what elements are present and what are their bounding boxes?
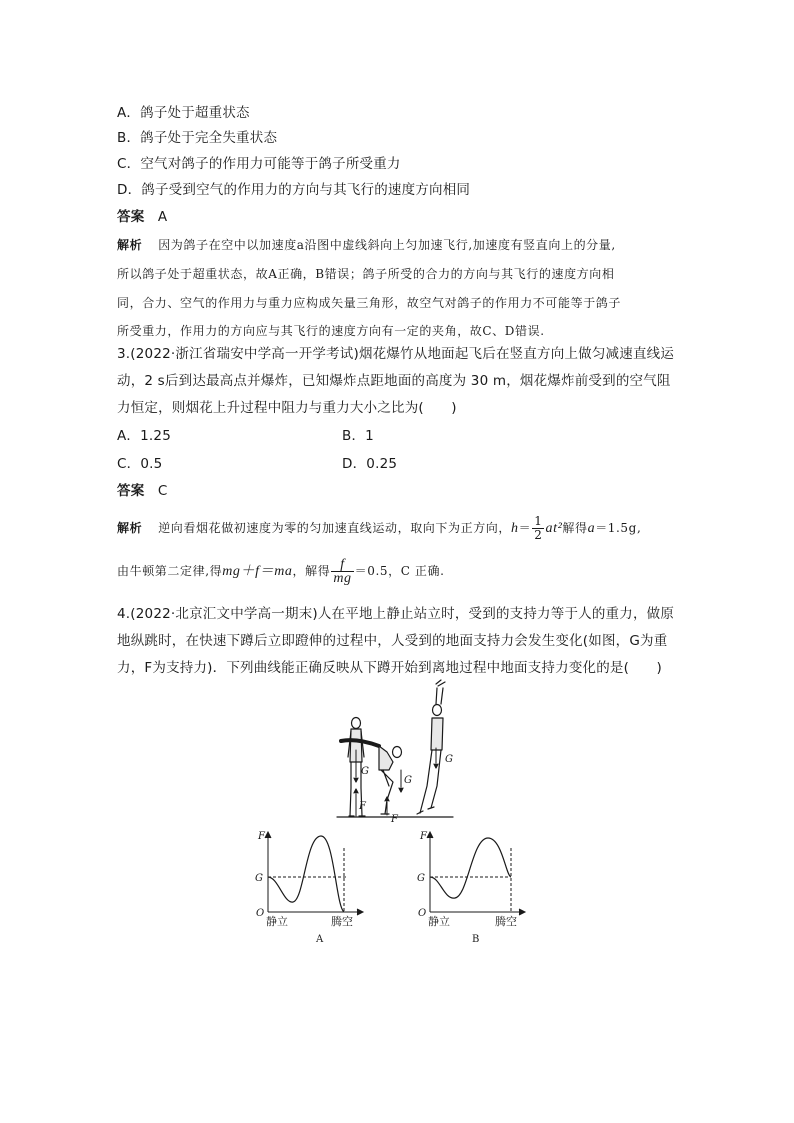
explanation-result: ＝0.5，C 正确. bbox=[354, 564, 445, 578]
figure-g-label-2: G bbox=[404, 775, 412, 786]
answer-label: 答案 bbox=[117, 209, 145, 225]
q2-explanation-line-3: 同，合力、空气的作用力与重力应构成矢量三角形，故空气对鸽子的作用力不可能等于鸽子 bbox=[117, 296, 622, 310]
math-equals: ＝ bbox=[518, 521, 532, 535]
q2-option-b: B．鸽子处于完全失重状态 bbox=[117, 130, 278, 146]
math-h: h bbox=[511, 521, 519, 536]
q3-option-b: B．1 bbox=[342, 428, 374, 444]
explanation-label: 解析 bbox=[117, 238, 143, 252]
explanation-label: 解析 bbox=[117, 521, 143, 535]
q2-explanation-line-2: 所以鸽子处于超重状态，故A正确，B错误；鸽子所受的合力的方向与其飞行的速度方向相 bbox=[117, 267, 615, 281]
explanation-text-mid: 解得 bbox=[562, 521, 588, 535]
q3-option-a: A．1.25 bbox=[117, 428, 171, 444]
jump-sequence-figure bbox=[335, 678, 465, 823]
g-level-label: G bbox=[255, 873, 263, 884]
q3-stem-line-3: 力恒定，则烟花上升过程中阻力与重力大小之比为( ) bbox=[117, 400, 457, 416]
x-start-label: 静立 bbox=[266, 915, 288, 928]
fraction-f-over-mg bbox=[331, 558, 353, 585]
g-level-label: G bbox=[417, 873, 425, 884]
graph-b bbox=[410, 828, 530, 948]
fraction-denominator: mg bbox=[333, 571, 352, 586]
force-curve bbox=[268, 836, 344, 912]
fraction-half bbox=[532, 515, 544, 542]
q2-explanation-line-4: 所受重力，作用力的方向应与其飞行的速度方向有一定的夹角，故C、D错误. bbox=[117, 324, 545, 338]
graph-caption: B bbox=[472, 934, 480, 945]
answer-label: 答案 bbox=[117, 483, 145, 499]
explanation-text: 由牛顿第二定律,得 bbox=[117, 564, 223, 578]
q4-stem-line-1: 4.(2022·北京汇文中学高一期末)人在平地上静止站立时，受到的支持力等于人的重力，做原 bbox=[117, 606, 675, 622]
force-curve bbox=[430, 838, 511, 898]
q4-stem-line-2: 地纵跳时，在快速下蹲后立即蹬伸的过程中，人受到的地面支持力会发生变化(如图，G为重 bbox=[117, 633, 668, 649]
fraction-numerator: 1 bbox=[534, 514, 543, 528]
origin-label: O bbox=[256, 908, 265, 919]
explanation-text: 因为鸽子在空中以加速度a沿图中虚线斜向上匀加速飞行,加速度有竖直向上的分量, bbox=[158, 238, 616, 252]
explanation-text: 逆向看烟花做初速度为零的匀加速直线运动，取向下为正方向， bbox=[158, 521, 512, 535]
q3-stem-line-2: 动，2 s后到达最高点并爆炸，已知爆炸点距地面的高度为 30 m，烟花爆炸前受到的空气阻 bbox=[117, 373, 671, 389]
q2-option-d: D．鸽子受到空气的作用力的方向与其飞行的速度方向相同 bbox=[117, 182, 471, 198]
x-start-label: 静立 bbox=[428, 915, 450, 928]
fraction-denominator: 2 bbox=[534, 528, 543, 542]
q2-option-c: C．空气对鸽子的作用力可能等于鸽子所受重力 bbox=[117, 156, 401, 172]
q2-option-a: A．鸽子处于超重状态 bbox=[117, 105, 250, 121]
y-axis-label: F bbox=[258, 831, 265, 842]
figure-g-label-3: G bbox=[445, 754, 453, 765]
q2-explanation-line-1 bbox=[117, 236, 616, 254]
explanation-result: ＝1.5g, bbox=[595, 521, 642, 535]
q2-answer bbox=[117, 208, 167, 226]
math-newton-equation: mg＋f＝ma bbox=[222, 564, 293, 579]
jumping-person-icon bbox=[417, 680, 445, 814]
q3-option-c: C．0.5 bbox=[117, 456, 163, 472]
q3-explanation-line-1 bbox=[117, 513, 641, 544]
answer-value: A bbox=[157, 209, 168, 225]
fraction-numerator: f bbox=[331, 558, 353, 572]
math-a: a bbox=[587, 521, 596, 536]
y-axis-label: F bbox=[420, 831, 427, 842]
q4-stem-line-3: 力，F为支持力)．下列曲线能正确反映从下蹲开始到离地过程中地面支持力变化的是( ) bbox=[117, 660, 662, 676]
explanation-text-mid: ，解得 bbox=[292, 564, 331, 578]
figure-g-label-1: G bbox=[361, 766, 369, 777]
x-end-label: 腾空 bbox=[495, 915, 517, 928]
q3-answer bbox=[117, 482, 168, 500]
q3-option-d: D．0.25 bbox=[342, 456, 398, 472]
figure-f-label-2: F bbox=[391, 814, 398, 823]
graph-caption: A bbox=[316, 934, 324, 945]
origin-label: O bbox=[418, 908, 427, 919]
math-at2: at² bbox=[545, 521, 563, 536]
answer-value: C bbox=[157, 483, 168, 499]
figure-f-label-1: F bbox=[359, 801, 366, 812]
graph-a bbox=[248, 828, 368, 948]
q3-stem-line-1: 3.(2022·浙江省瑞安中学高一开学考试)烟花爆竹从地面起飞后在竖直方向上做匀减速直线运 bbox=[117, 346, 675, 362]
q3-explanation-line-2 bbox=[117, 556, 445, 587]
x-end-label: 腾空 bbox=[331, 915, 353, 928]
